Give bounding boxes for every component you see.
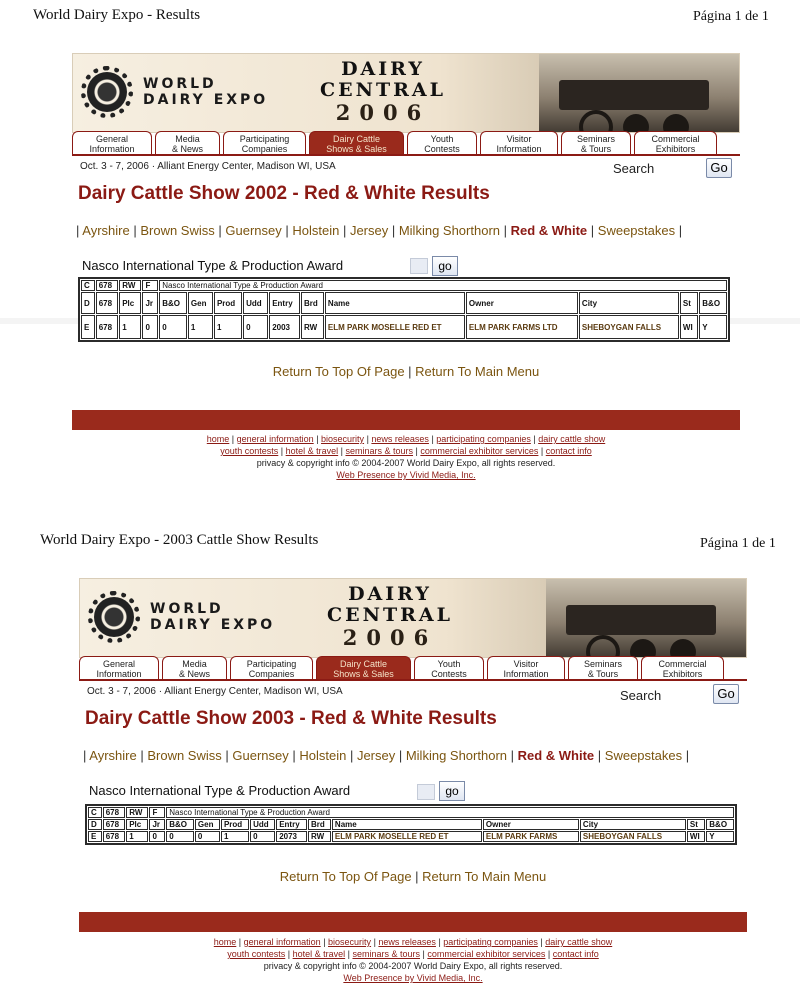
tab-participating-companies[interactable] — [230, 656, 313, 680]
footer-links-row-2: youth contests | hotel & travel | seminars & tours | commercial exhibitor services | contact info — [220, 446, 592, 456]
breed-link-ayrshire[interactable]: Ayrshire — [89, 748, 137, 763]
table-cell: RW — [126, 807, 148, 818]
footer-link-dairy-cattle-show[interactable]: dairy cattle show — [538, 434, 606, 444]
breed-link-jersey[interactable]: Jersey — [349, 223, 389, 238]
table-header-row — [88, 819, 734, 830]
footer-copyright: privacy & copyright info © 2004-2007 World Dairy Expo, all rights reserved. — [263, 961, 563, 971]
table-cell: Y — [706, 831, 734, 842]
table-row — [81, 315, 727, 339]
breed-separator: | — [500, 223, 511, 238]
table-cell: WI — [680, 315, 698, 339]
dairy-central-logo — [325, 584, 455, 650]
column-header: Owner — [466, 292, 578, 314]
tab-label-line-1: Participating — [239, 134, 290, 144]
breed-separator: | — [346, 748, 357, 763]
tab-general-information[interactable] — [79, 656, 159, 680]
table-header-row — [81, 292, 727, 314]
tab-label-line-2: & Tours — [580, 144, 612, 154]
footer-link-contact-info[interactable]: contact info — [545, 446, 592, 456]
footer-link-commercial-exhibitor-services[interactable]: commercial exhibitor services — [427, 949, 546, 959]
table-cell: 1 — [126, 831, 148, 842]
column-header: City — [579, 292, 679, 314]
column-header: Owner — [483, 819, 579, 830]
table-cell: 678 — [103, 807, 126, 818]
column-header: Prod — [214, 292, 242, 314]
tab-label-line-2: & News — [171, 144, 203, 154]
tab-label-line-2: Information — [503, 669, 549, 679]
breed-separator: | — [221, 748, 233, 763]
event-dateline: Oct. 3 - 7, 2006 · Alliant Energy Center, Madison WI, USA — [87, 686, 343, 697]
column-header: City — [580, 819, 686, 830]
tab-label-line-1: General — [95, 134, 129, 144]
award-select-label: Nasco International Type & Production Award — [82, 258, 344, 273]
footer-link-youth-contests[interactable]: youth contests — [227, 949, 286, 959]
footer-link-participating-companies[interactable]: participating companies — [443, 937, 538, 947]
column-header: Gen — [195, 819, 220, 830]
tab-general-information[interactable] — [72, 131, 152, 155]
globe-logo-icon — [94, 597, 134, 637]
footer-link-hotel-travel[interactable]: hotel & travel — [292, 949, 346, 959]
breed-link-brown-swiss[interactable]: Brown Swiss — [147, 748, 222, 763]
tab-label-line-2: Companies — [248, 669, 295, 679]
table-cell: SHEBOYGAN FALLS — [580, 831, 686, 842]
column-header: B&O — [699, 292, 727, 314]
web-page — [79, 578, 747, 998]
tab-label-line-2: Exhibitors — [662, 669, 703, 679]
return-main-link[interactable]: Return To Main Menu — [422, 869, 547, 884]
column-header: D — [81, 292, 95, 314]
award-select-label: Nasco International Type & Production Award — [89, 783, 351, 798]
footer-bar — [72, 410, 740, 430]
breed-separator: | — [76, 223, 83, 238]
breed-separator: | — [395, 748, 406, 763]
results-table — [78, 277, 730, 342]
footer-link-news-releases[interactable]: news releases — [371, 434, 429, 444]
table-cell: ELM PARK MOSELLE RED ET — [332, 831, 482, 842]
footer-copyright: privacy & copyright info © 2004-2007 World Dairy Expo, all rights reserved. — [256, 458, 556, 468]
return-links — [72, 364, 740, 379]
footer-link-contact-info[interactable]: contact info — [552, 949, 599, 959]
table-cell: 1 — [119, 315, 141, 339]
column-header: Entry — [276, 819, 307, 830]
breed-separator: | — [587, 223, 598, 238]
breed-link-milking-shorthorn[interactable]: Milking Shorthorn — [398, 223, 500, 238]
table-cell: Y — [699, 315, 727, 339]
breed-separator: | — [129, 223, 141, 238]
tab-label-line-1: Dairy Cattle — [332, 134, 380, 144]
table-cell: 678 — [103, 831, 126, 842]
tab-label-line-1: Commercial — [658, 659, 707, 669]
tab-label-line-2: Information — [496, 144, 542, 154]
tab-label-line-1: Seminars — [576, 134, 615, 144]
breed-separator: | — [388, 223, 399, 238]
footer-links-row-1: home | general information | biosecurity | news releases | participating companies | dairy cattle show — [206, 434, 606, 444]
table-cell: C — [81, 280, 95, 291]
footer-links-row-2: youth contests | hotel & travel | seminars & tours | commercial exhibitor services | contact info — [227, 949, 599, 959]
column-header: Jr — [142, 292, 158, 314]
dairy-central-line-2: CENTRAL — [319, 79, 446, 101]
table-cell: ELM PARK FARMS LTD — [466, 315, 578, 339]
tab-visitor-information[interactable] — [487, 656, 565, 680]
breed-link-brown-swiss[interactable]: Brown Swiss — [140, 223, 215, 238]
breed-current-red-white: Red & White — [517, 748, 595, 763]
award-go-button[interactable]: go — [439, 781, 465, 801]
search-go-button[interactable]: Go — [713, 684, 739, 704]
site-banner — [72, 53, 740, 133]
footer-link-biosecurity[interactable]: biosecurity — [328, 937, 372, 947]
column-header: Brd — [301, 292, 324, 314]
tab-media-news[interactable] — [155, 131, 220, 155]
column-header: B&O — [159, 292, 187, 314]
column-header: Udd — [243, 292, 268, 314]
breed-link-guernsey[interactable]: Guernsey — [232, 748, 289, 763]
column-header: Name — [332, 819, 482, 830]
locomotive-photo — [546, 579, 746, 658]
tab-label-line-2: Exhibitors — [655, 144, 696, 154]
tab-label-line-1: Visitor — [513, 659, 539, 669]
document-header-title: World Dairy Expo - Results — [33, 7, 201, 23]
tab-label-line-1: Media — [182, 659, 207, 669]
column-header: Entry — [269, 292, 300, 314]
breed-link-sweepstakes[interactable]: Sweepstakes — [597, 223, 676, 238]
return-main-link[interactable]: Return To Main Menu — [415, 364, 540, 379]
column-header: Gen — [188, 292, 213, 314]
footer-links-row-1: home | general information | biosecurity | news releases | participating companies | dairy cattle show — [213, 937, 613, 947]
column-header: Name — [325, 292, 465, 314]
breed-link-guernsey[interactable]: Guernsey — [225, 223, 282, 238]
column-header: St — [687, 819, 705, 830]
table-cell: 0 — [142, 315, 158, 339]
logo-line-1: WORLD — [150, 601, 224, 617]
tab-participating-companies[interactable] — [223, 131, 306, 155]
logo-line-1: WORLD — [143, 76, 217, 92]
breed-link-holstein[interactable]: Holstein — [292, 223, 340, 238]
breed-link-sweepstakes[interactable]: Sweepstakes — [604, 748, 683, 763]
table-cell: ELM PARK MOSELLE RED ET — [325, 315, 465, 339]
tab-seminars-tours[interactable] — [561, 131, 631, 155]
breed-separator: | — [594, 748, 605, 763]
table-cell: 1 — [214, 315, 242, 339]
column-header: 678 — [103, 819, 126, 830]
tab-label-line-1: Youth — [430, 134, 454, 144]
footer-link-general-information[interactable]: general information — [236, 434, 314, 444]
tab-label-line-2: Shows & Sales — [326, 144, 387, 154]
table-cell: RW — [308, 831, 331, 842]
breed-separator: | — [214, 223, 226, 238]
return-top-link[interactable]: Return To Top Of Page — [272, 364, 405, 379]
breed-separator: | — [507, 748, 518, 763]
table-row — [81, 280, 727, 291]
footer-link-dairy-cattle-show[interactable]: dairy cattle show — [545, 937, 613, 947]
table-cell: C — [88, 807, 102, 818]
footer-link-biosecurity[interactable]: biosecurity — [321, 434, 365, 444]
footer-link-home[interactable]: home — [206, 434, 230, 444]
tab-label-line-1: Commercial — [651, 134, 700, 144]
table-cell: E — [88, 831, 102, 842]
logo-line-2: DAIRY EXPO — [143, 92, 269, 108]
footer-link-youth-contests[interactable]: youth contests — [220, 446, 279, 456]
search-label: Search — [613, 161, 655, 176]
column-header: B&O — [706, 819, 734, 830]
table-cell: F — [149, 807, 165, 818]
site-banner — [79, 578, 747, 658]
table-cell: 2073 — [276, 831, 307, 842]
footer-link-general-information[interactable]: general information — [243, 937, 321, 947]
return-links — [79, 869, 747, 884]
tab-commercial-exhibitors[interactable] — [634, 131, 717, 155]
event-dateline: Oct. 3 - 7, 2006 · Alliant Energy Center, Madison WI, USA — [80, 161, 336, 172]
tab-label-line-1: Youth — [437, 659, 461, 669]
dairy-central-line-1: DAIRY — [341, 58, 425, 80]
column-header: Plc — [119, 292, 141, 314]
tab-label-line-1: Visitor — [506, 134, 532, 144]
table-cell: Nasco International Type & Production Award — [159, 280, 727, 291]
tab-label-line-2: & Tours — [587, 669, 619, 679]
site-footer — [72, 433, 740, 481]
tab-underline — [72, 154, 740, 156]
tab-youth-contests[interactable] — [407, 131, 477, 155]
column-header: St — [680, 292, 698, 314]
main-nav-tabs — [72, 131, 717, 155]
tab-label-line-1: General — [102, 659, 136, 669]
tab-label-line-1: Seminars — [583, 659, 622, 669]
tab-visitor-information[interactable] — [480, 131, 558, 155]
column-header: Udd — [250, 819, 275, 830]
table-cell: 0 — [166, 831, 194, 842]
footer-link-news-releases[interactable]: news releases — [378, 937, 436, 947]
breed-link-holstein[interactable]: Holstein — [299, 748, 347, 763]
breed-separator: | — [339, 223, 350, 238]
table-cell: E — [81, 315, 95, 339]
tab-label-line-2: & News — [178, 669, 210, 679]
breed-nav — [83, 748, 689, 763]
document-2 — [0, 525, 800, 1000]
site-footer — [79, 936, 747, 984]
footer-link-home[interactable]: home — [213, 937, 237, 947]
column-header: 678 — [96, 292, 119, 314]
table-cell: 1 — [221, 831, 249, 842]
results-table — [85, 804, 737, 845]
column-header: B&O — [166, 819, 194, 830]
award-dropdown[interactable] — [417, 784, 435, 800]
link-separator: | — [411, 869, 423, 884]
table-cell: 0 — [250, 831, 275, 842]
column-header: Brd — [308, 819, 331, 830]
tab-label-line-2: Contests — [431, 669, 467, 679]
breed-separator: | — [83, 748, 90, 763]
tab-seminars-tours[interactable] — [568, 656, 638, 680]
dairy-central-year: 2006 — [335, 100, 431, 125]
breed-current-red-white: Red & White — [510, 223, 588, 238]
tab-label-line-1: Participating — [246, 659, 297, 669]
award-go-button[interactable]: go — [432, 256, 458, 276]
dairy-central-line-1: DAIRY — [348, 583, 432, 605]
footer-link-hotel-travel[interactable]: hotel & travel — [285, 446, 339, 456]
logo-line-2: DAIRY EXPO — [150, 617, 276, 633]
column-header: Plc — [126, 819, 148, 830]
breed-separator: | — [281, 223, 293, 238]
table-cell: 2003 — [269, 315, 300, 339]
footer-bar — [79, 912, 747, 932]
tab-media-news[interactable] — [162, 656, 227, 680]
web-page — [72, 53, 740, 503]
page-title: Dairy Cattle Show 2002 - Red & White Results — [78, 183, 490, 204]
tab-commercial-exhibitors[interactable] — [641, 656, 724, 680]
main-nav-tabs — [79, 656, 724, 680]
tab-dairy-cattle-shows[interactable] — [309, 131, 404, 155]
document-page-number: Página 1 de 1 — [693, 9, 769, 24]
column-header: Jr — [149, 819, 165, 830]
table-cell: WI — [687, 831, 705, 842]
table-cell: 0 — [243, 315, 268, 339]
globe-logo-icon — [87, 72, 127, 112]
footer-credit-link[interactable]: Web Presence by Vivid Media, Inc. — [336, 470, 476, 480]
return-top-link[interactable]: Return To Top Of Page — [279, 869, 412, 884]
breed-separator: | — [675, 223, 683, 238]
table-cell: RW — [301, 315, 324, 339]
table-cell: 0 — [195, 831, 220, 842]
tab-dairy-cattle-shows[interactable] — [316, 656, 411, 680]
tab-label-line-2: Information — [96, 669, 142, 679]
breed-separator: | — [136, 748, 148, 763]
tab-label-line-2: Contests — [424, 144, 460, 154]
award-dropdown[interactable] — [410, 258, 428, 274]
table-cell: Nasco International Type & Production Award — [166, 807, 734, 818]
table-cell: RW — [119, 280, 141, 291]
breed-link-jersey[interactable]: Jersey — [356, 748, 396, 763]
tab-label-line-2: Companies — [241, 144, 288, 154]
dairy-central-line-2: CENTRAL — [326, 604, 453, 626]
column-header: D — [88, 819, 102, 830]
breed-separator: | — [288, 748, 300, 763]
footer-link-participating-companies[interactable]: participating companies — [436, 434, 531, 444]
site-logo-text[interactable] — [143, 76, 268, 108]
table-cell: 678 — [96, 280, 119, 291]
dairy-central-year: 2006 — [342, 625, 438, 650]
breed-link-milking-shorthorn[interactable]: Milking Shorthorn — [405, 748, 507, 763]
breed-separator: | — [682, 748, 690, 763]
tab-label-line-1: Dairy Cattle — [339, 659, 387, 669]
tab-label-line-2: Information — [89, 144, 135, 154]
table-cell: 0 — [159, 315, 187, 339]
search-label: Search — [620, 688, 662, 703]
dairy-central-logo — [318, 59, 448, 125]
tab-label-line-2: Shows & Sales — [333, 669, 394, 679]
footer-link-seminars-tours[interactable]: seminars & tours — [352, 949, 421, 959]
footer-link-seminars-tours[interactable]: seminars & tours — [345, 446, 414, 456]
table-cell: ELM PARK FARMS — [483, 831, 579, 842]
breed-link-ayrshire[interactable]: Ayrshire — [82, 223, 130, 238]
column-header: Prod — [221, 819, 249, 830]
table-cell: 678 — [96, 315, 119, 339]
table-cell: 0 — [149, 831, 165, 842]
table-cell: 1 — [188, 315, 213, 339]
document-page-number: Página 1 de 1 — [700, 536, 776, 551]
tab-label-line-1: Media — [175, 134, 200, 144]
page-title: Dairy Cattle Show 2003 - Red & White Results — [85, 708, 497, 729]
breed-nav — [76, 223, 682, 238]
search-go-button[interactable]: Go — [706, 158, 732, 178]
document-header-title: World Dairy Expo - 2003 Cattle Show Results — [40, 532, 319, 548]
tab-underline — [79, 679, 747, 681]
table-row — [88, 831, 734, 842]
link-separator: | — [404, 364, 416, 379]
table-row — [88, 807, 734, 818]
footer-credit-link[interactable]: Web Presence by Vivid Media, Inc. — [343, 973, 483, 983]
table-cell: F — [142, 280, 158, 291]
site-logo-text[interactable] — [150, 601, 275, 633]
locomotive-photo — [539, 54, 739, 133]
table-cell: SHEBOYGAN FALLS — [579, 315, 679, 339]
tab-youth-contests[interactable] — [414, 656, 484, 680]
footer-link-commercial-exhibitor-services[interactable]: commercial exhibitor services — [420, 446, 539, 456]
